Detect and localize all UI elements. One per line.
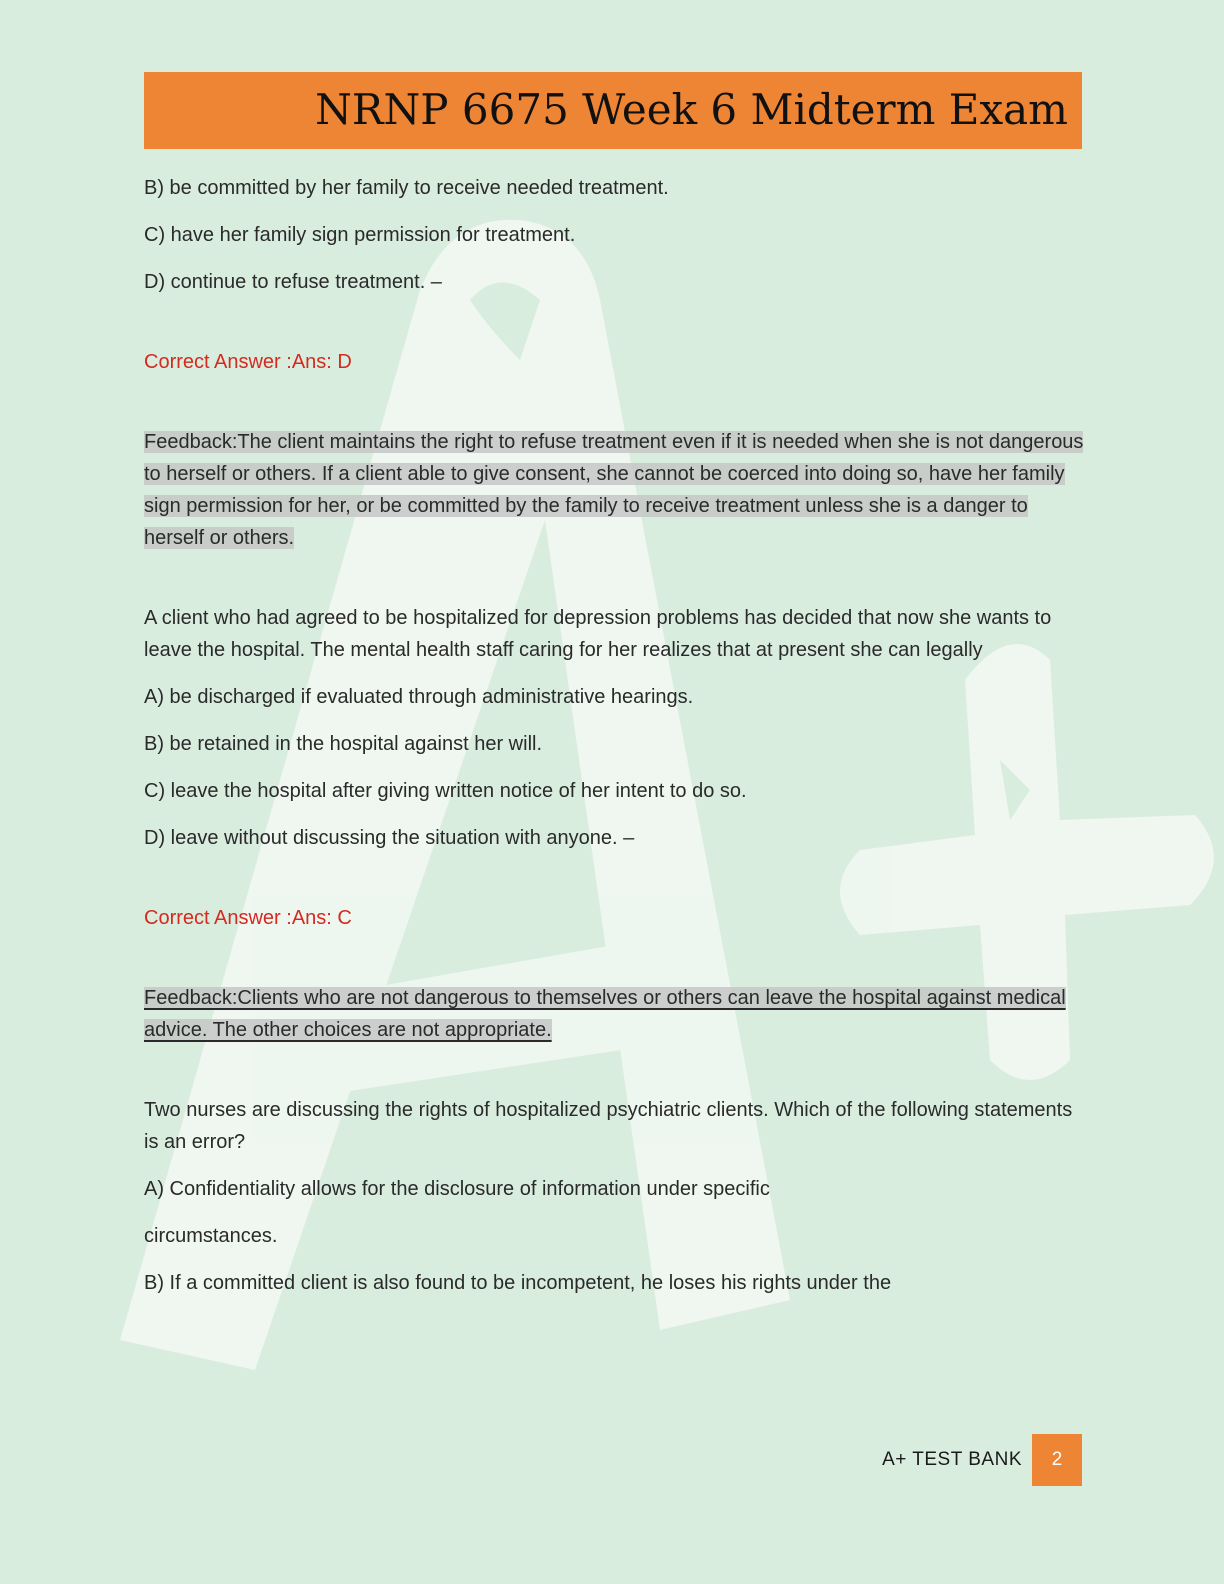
spacer: [144, 1046, 1084, 1094]
q2-option-a: A) be discharged if evaluated through administrative hearings.: [144, 686, 694, 708]
q1-option-b: B) be committed by her family to receive needed treatment.: [144, 177, 669, 199]
q2-option-c: C) leave the hospital after giving written notice of her intent to do so.: [144, 780, 747, 802]
q2-correct-answer: Correct Answer :Ans: C: [144, 907, 352, 929]
q3-option-a-line1: A) Confidentiality allows for the disclosure of information under specific: [144, 1178, 770, 1200]
q3-question: Two nurses are discussing the rights of hospitalized psychiatric clients. Which of the following statements is an error?: [144, 1099, 1073, 1153]
spacer: [144, 378, 1084, 426]
q2-feedback: [144, 982, 1084, 1046]
header-banner: [144, 72, 1082, 149]
q1-option-d: D) continue to refuse treatment. –: [144, 271, 442, 293]
q3-option-b: B) If a committed client is also found to be incompetent, he loses his rights under the: [144, 1272, 892, 1294]
spacer: [144, 554, 1084, 602]
q2-option-b: B) be retained in the hospital against her will.: [144, 733, 543, 755]
q1-option-c: C) have her family sign permission for treatment.: [144, 224, 576, 246]
spacer: [144, 298, 1084, 346]
document-title: NRNP 6675 Week 6 Midterm Exam: [315, 85, 1068, 134]
spacer: [144, 854, 1084, 902]
exam-content: [144, 172, 1084, 1299]
q3-option-a-line2: circumstances.: [144, 1225, 278, 1247]
q2-feedback-text: Feedback:Clients who are not dangerous to themselves or others can leave the hospital against medical advice. The other choices are not appropriate.: [144, 987, 1066, 1041]
spacer: [144, 934, 1084, 982]
q1-correct-answer: Correct Answer :Ans: D: [144, 351, 352, 373]
footer-label: A+ TEST BANK: [882, 1449, 1022, 1470]
page-number: 2: [1032, 1434, 1082, 1486]
page-footer: [0, 1434, 1224, 1486]
q2-question: A client who had agreed to be hospitalized for depression problems has decided that now she wants to leave the hospital. The mental health staff caring for her realizes that at present she can legally: [144, 607, 1052, 661]
q1-feedback-text: Feedback:The client maintains the right to refuse treatment even if it is needed when she is not dangerous to herself or others. If a client able to give consent, she cannot be coerced into doing so, have her family sign permission for her, or be committed by the family to receive treatment unless she is a danger to herself or others.: [144, 431, 1084, 549]
q2-option-d: D) leave without discussing the situation with anyone. –: [144, 827, 635, 849]
q1-feedback: [144, 426, 1084, 554]
